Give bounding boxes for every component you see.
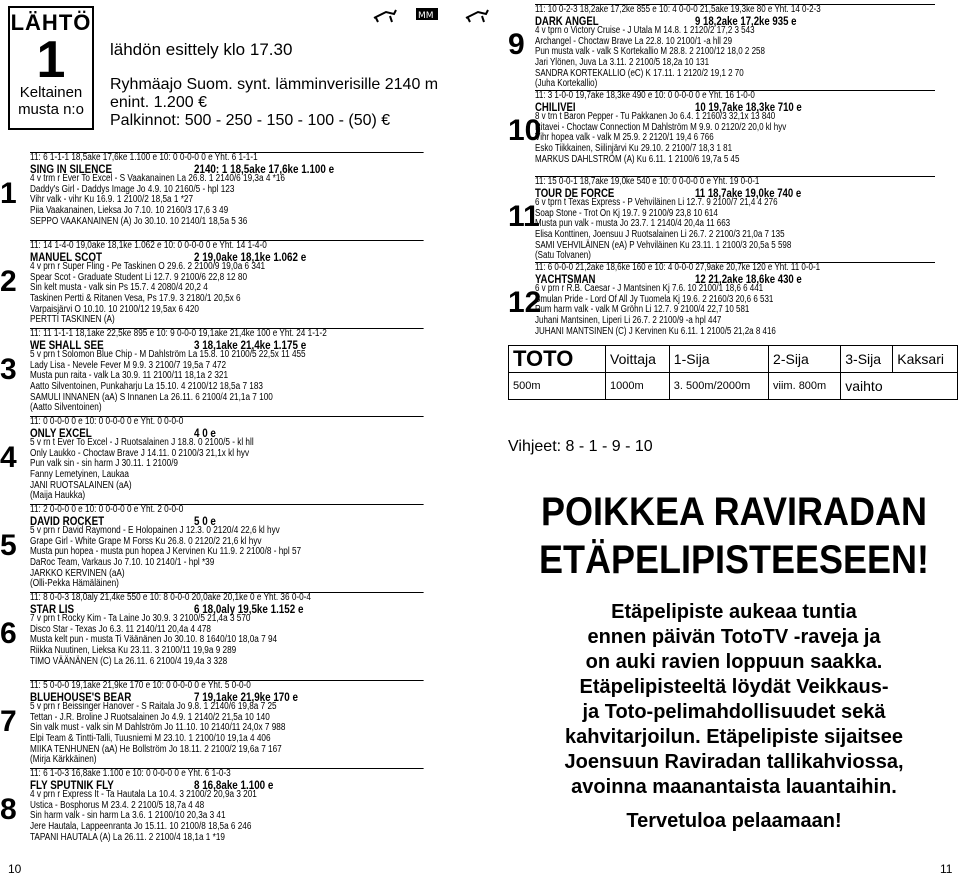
horse-summary: 8 16,8ake 1.100 e xyxy=(194,777,274,792)
ad-title-line: POIKKEA RAVIRADAN xyxy=(540,490,928,534)
horse-line: 8 v trn t Baron Pepper - Tu Pakkanen Jo 6.4. 1 2160/3 32,1x 13 840 xyxy=(535,111,776,123)
horse-line: Musta pun valk - musta Jo 23.7. 1 2140/4 20,4a 11 663 xyxy=(535,218,731,230)
horse-stats: 11: 6 0-0-0 21,2ake 18,6ke 160 e 10: 4 0-0-0 27,9ake 20,7ke 120 e Yht. 11 0-0-1 xyxy=(535,262,935,274)
ad-body-line: Etäpelipisteeltä löydät Veikkaus- xyxy=(579,676,889,698)
toto-label: TOTO xyxy=(509,346,606,373)
toto-cell: viim. 800m xyxy=(769,373,841,400)
horse-line: Tettan - J.R. Broline J Ruotsalainen Jo 4.9. 1 2140/2 21,5a 10 140 xyxy=(30,711,270,723)
horse-line: Taskinen Pertti & Ritanen Vesa, Ps 17.9. 3 2180/1 20,5x 6 xyxy=(30,292,241,304)
ad-body-line: Joensuun Raviradan tallikahviossa, xyxy=(564,751,904,773)
horse-line: (Mirja Kärkkäinen) xyxy=(30,754,97,766)
horse-line: Musta pun raita - valk La 30.9. 11 2100/11 18,1a 2 321 xyxy=(30,370,229,382)
horse-number: 8 xyxy=(0,792,17,826)
horse-number: 3 xyxy=(0,352,17,386)
horse-details xyxy=(30,504,424,590)
horse-line: Aatto Silventoinen, Punkaharju La 15.10. 4 2100/12 18,5a 7 183 xyxy=(30,380,263,392)
race-info xyxy=(110,76,438,130)
horse-stats: 11: 2 0-0-0 0 e 10: 0 0-0-0 0 e Yht. 2 0-0-0 xyxy=(30,504,424,516)
toto-cell: 1000m xyxy=(606,373,670,400)
horse-name: FLY SPUTNIK FLY xyxy=(30,777,114,792)
ad-body-line: on auki ravien loppuun saakka. xyxy=(585,651,883,673)
horse-line: Pun musta valk - valk S Kortekallio M 28.8. 2 2100/12 18,0 2 258 xyxy=(535,46,765,58)
horse-summary: 5 0 e xyxy=(194,513,216,528)
horse-details xyxy=(30,240,424,326)
horse-line: TIMO VÄÄNÄNEN (C) La 26.11. 6 2100/4 19,4a 3 328 xyxy=(30,655,228,667)
horse-stats: 11: 5 0-0-0 19,1ake 21,9ke 170 e 10: 0 0-0-0 0 e Yht. 5 0-0-0 xyxy=(30,680,424,692)
horse-line: MIIKA TENHUNEN (aA) He Bollström Jo 18.11. 2 2100/2 19,6a 7 167 xyxy=(30,743,282,755)
horse-stats: 11: 11 1-1-1 18,1ake 22,5ke 895 e 10: 9 0-0-0 19,1ake 21,4ke 100 e Yht. 24 1-1-2 xyxy=(30,328,424,340)
horse-summary: 7 19,1ake 21,9ke 170 e xyxy=(194,689,298,704)
ad-body-line: Etäpelipiste aukeaa tuntia xyxy=(611,601,857,623)
horse-number: 11 xyxy=(508,200,540,234)
horse-line: Ritavei - Choctaw Connection M Dahlström M 9.9. 0 2120/2 20,0 kl hyv xyxy=(535,121,787,133)
horse-summary: 3 18,1ake 21,4ke 1.175 e xyxy=(194,337,307,352)
page-number-left: 10 xyxy=(8,862,22,876)
horse-details xyxy=(535,4,935,90)
page-title: lähdön esittely klo 17.30 xyxy=(110,40,293,59)
horse-line: Archangel - Choctaw Brave La 22.8. 10 2100/1 -a hll 29 xyxy=(535,35,733,47)
horse-name: BLUEHOUSE'S BEAR xyxy=(30,689,132,704)
toto-col: Voittaja xyxy=(606,346,670,373)
horse-line: (Satu Tolvanen) xyxy=(535,250,591,262)
horse-line: Vihr hopea valk - valk M 25.9. 2 2120/1 19,4 6 766 xyxy=(535,132,714,144)
horse-stats: 11: 15 0-0-1 18,7ake 19,0ke 540 e 10: 0 0-0-0 0 e Yht. 19 0-0-1 xyxy=(535,176,935,188)
horse-number: 4 xyxy=(0,440,17,474)
horse-number: 6 xyxy=(0,616,17,650)
horse-line: JARKKO KERVINEN (aA) xyxy=(30,567,125,579)
horse-line: Sin harm valk - sin harm La 3.6. 1 2100/10 20,3a 3 41 xyxy=(30,810,226,822)
horse-name: SING IN SILENCE xyxy=(30,161,113,176)
horse-entry xyxy=(0,592,500,680)
horse-line: Disco Star - Texas Jo 6.3. 11 2140/11 20,4a 4 478 xyxy=(30,623,211,635)
horse-number: 5 xyxy=(0,528,17,562)
horse-line: SAMULI INNANEN (aA) S Innanen La 26.11. 6 2100/4 21,1a 7 100 xyxy=(30,391,273,403)
race-info-line: Ryhmäajo Suom. synt. lämminverisille 2140 m xyxy=(110,76,439,93)
horse-line: 4 v prn r Super Fling - Pe Taskinen O 29.6. 2 2100/9 19,0a 6 341 xyxy=(30,261,266,273)
ad-body xyxy=(512,600,956,800)
horse-details xyxy=(30,152,424,227)
toto-cell: 3. 500m/2000m xyxy=(669,373,768,400)
toto-cell: 500m xyxy=(509,373,606,400)
horse-stats: 11: 6 1-0-3 16,8ake 1.100 e 10: 0 0-0-0 0 e Yht. 6 1-0-3 xyxy=(30,768,424,780)
page-number-right: 11 xyxy=(940,862,953,876)
horse-line: Varpaisjärvi O 10.10. 10 2100/12 19,5ax 6 420 xyxy=(30,303,199,315)
horse-entry xyxy=(490,262,960,348)
horse-entry xyxy=(0,416,500,504)
horse-line: (Aatto Silventoinen) xyxy=(30,402,102,414)
horse-line: 4 v trm r Ever To Excel - S Vaakanainen La 26.8. 1 2140/6 19,3a 4 *16 xyxy=(30,173,285,185)
horse-name: WE SHALL SEE xyxy=(30,337,104,352)
toto-table xyxy=(508,345,958,400)
horse-details xyxy=(535,262,935,337)
horse-line: 5 v prn r David Raymond - E Holopainen J 12.3. 0 2120/4 22,6 kl hyv xyxy=(30,525,280,537)
horse-line: Pum harm valk - valk M Gröhn Li 12.7. 9 2100/4 22,7 10 581 xyxy=(535,304,750,316)
ad-title xyxy=(534,488,934,584)
horse-details xyxy=(30,592,424,667)
horse-line: DaRoc Team, Varkaus Jo 7.10. 10 2140/1 - hpl *39 xyxy=(30,556,215,568)
horse-line: Pun valk sin - sin harm J 30.11. 1 2100/9 xyxy=(30,458,178,470)
horse-line: PERTTI TASKINEN (A) xyxy=(30,314,115,326)
horse-line: Daddy's Girl - Daddys Image Jo 4.9. 10 2160/5 - hpl 123 xyxy=(30,183,235,195)
start-label: LÄHTÖ xyxy=(10,10,92,35)
horse-line: Jere Hautala, Lappeenranta Jo 15.11. 10 2100/8 18,5a 6 246 xyxy=(30,820,252,832)
horse-line: Grape Girl - White Grape M Forss Ku 26.8. 0 2120/2 21,6 kl hyv xyxy=(30,535,262,547)
horse-summary: 9 18,2ake 17,2ke 935 e xyxy=(695,13,797,28)
horse-stats: 11: 0 0-0-0 0 e 10: 0 0-0-0 0 e Yht. 0 0-0-0 xyxy=(30,416,424,428)
ad-title-line: ETÄPELIPISTEESEEN! xyxy=(538,538,930,582)
horse-entry xyxy=(0,504,500,592)
horse-entry xyxy=(0,680,500,768)
horse-line: (Maija Haukka) xyxy=(30,490,86,502)
horse-entry xyxy=(0,152,500,240)
horse-line: Spear Scot - Graduate Student Li 12.7. 9 2100/6 22,8 12 80 xyxy=(30,271,248,283)
horse-details xyxy=(535,90,935,165)
horse-line: Sin valk must - valk sin M Dahlström Jo 11.10. 10 2140/11 24,0x 7 988 xyxy=(30,722,286,734)
horse-summary: 2140: 1 18,5ake 17,6ke 1.100 e xyxy=(194,161,335,176)
horse-line: 5 v prn r Beissinger Hanover - S Raitala Jo 9.8. 1 2140/6 19,8a 7 25 xyxy=(30,701,277,713)
horse-entry xyxy=(490,176,960,262)
horse-details xyxy=(535,176,935,262)
horse-entry xyxy=(0,240,500,328)
ad-body-line: ja Toto-pelimahdollisuudet sekä xyxy=(582,701,886,723)
horse-list-right xyxy=(490,4,960,344)
horse-name: CHILIVEI xyxy=(535,99,576,114)
horse-details xyxy=(30,328,424,414)
horse-line: Elpi Team & Tintti-Talli, Tuusniemi M 23.10. 1 2100/10 19,1a 4 406 xyxy=(30,732,271,744)
start-number: 1 xyxy=(36,31,66,89)
horse-line: Only Laukko - Choctaw Brave J 14.11. 0 2100/3 21,1x kl hyv xyxy=(30,447,250,459)
race-info-line: Palkinnot: 500 - 250 - 150 - 100 - (50) € xyxy=(110,112,391,129)
horse-summary: 4 0 e xyxy=(194,425,216,440)
horse-line: Jari Ylönen, Juva La 3.11. 2 2100/5 18,2a 10 131 xyxy=(535,56,710,68)
horse-name: DARK ANGEL xyxy=(535,13,599,28)
horse-number: 7 xyxy=(0,704,17,738)
horse-entry xyxy=(490,4,960,90)
horse-line: 4 v prn r Express It - Ta Hautala La 10.4. 3 2100/2 20,9a 3 201 xyxy=(30,789,257,801)
horse-line: 4 v tprn o Victory Cruise - J Utala M 14.8. 1 2120/2 17,2 3 543 xyxy=(535,25,755,37)
horse-number: 10 xyxy=(508,114,542,148)
horse-line: TAPANI HAUTALA (A) La 26.11. 2 2100/4 18,1a 1 *19 xyxy=(30,831,225,843)
start-number-box xyxy=(8,6,94,130)
toto-col: 3-Sija xyxy=(841,346,893,373)
horse-details xyxy=(30,416,424,502)
horse-number: 1 xyxy=(0,176,17,210)
horse-list-left xyxy=(0,152,500,852)
horse-line: (Juha Kortekallio) xyxy=(535,78,598,90)
horse-name: DAVID ROCKET xyxy=(30,513,105,528)
horse-line: Piia Vaakanainen, Lieksa Jo 7.10. 10 2160/3 17,6 3 49 xyxy=(30,204,229,216)
ad-body-line: avoinna maanantaista lauantaihin. xyxy=(571,776,897,798)
ad-footer: Tervetuloa pelaamaan! xyxy=(626,810,842,832)
horse-number: 12 xyxy=(508,286,542,320)
horse-line: Esko Tiikkainen, Siilinjärvi Ku 29.10. 2 2100/7 18,3 1 81 xyxy=(535,142,733,154)
horse-line: Sin kelt musta - valk sin Ps 15.7. 4 2080/4 20,2 4 xyxy=(30,282,208,294)
horse-summary: 11 18,7ake 19,0ke 740 e xyxy=(695,185,802,200)
horse-details xyxy=(30,768,424,843)
start-caption: Keltainen musta n:o xyxy=(18,84,84,118)
horse-line: MARKUS DAHLSTRÖM (A) Ku 6.11. 1 2100/6 19,7a 5 45 xyxy=(535,153,740,165)
horse-line: Lady Lisa - Nevele Fever M 9.9. 3 2100/7 19,5a 7 472 xyxy=(30,359,227,371)
horse-line: Riikka Nuutinen, Lieksa Ku 23.11. 3 2100/11 19,9a 9 289 xyxy=(30,644,237,656)
horse-line: (Olli-Pekka Hämäläinen) xyxy=(30,578,119,590)
toto-col: Kaksari xyxy=(893,346,958,373)
horse-line: Ustica - Bosphorus M 23.4. 2 2100/5 18,7a 4 48 xyxy=(30,799,205,811)
svg-text:MM: MM xyxy=(418,11,434,21)
horse-name: MANUEL SCOT xyxy=(30,249,102,264)
horse-line: 6 v prn r R.B. Caesar - J Mantsinen Kj 7.6. 10 2100/1 18,6 6 441 xyxy=(535,283,764,295)
horse-stats: 11: 10 0-2-3 18,2ake 17,2ke 855 e 10: 4 0-0-0 21,5ake 19,3ke 80 e Yht. 14 0-2-3 xyxy=(535,4,935,16)
tips: Vihjeet: 8 - 1 - 9 - 10 xyxy=(508,438,653,455)
horse-summary: 6 18,0aly 19,5ke 1.152 e xyxy=(194,601,304,616)
horse-number: 9 xyxy=(508,28,525,62)
horse-line: Vihr valk - vihr Ku 16.9. 1 2100/2 18,5a 1 *27 xyxy=(30,194,194,206)
horse-line: JUHANI MANTSINEN (C) J Kervinen Ku 6.11. 1 2100/5 21,2a 8 416 xyxy=(535,325,776,337)
horse-line: Soap Stone - Trot On Kj 19.7. 9 2100/9 23,8 10 614 xyxy=(535,207,718,219)
toto-cell: vaihto xyxy=(841,373,958,400)
horse-line: Musta kelt pun - musta Ti Väänänen Jo 30.10. 8 1640/10 18,0a 7 94 xyxy=(30,634,278,646)
horse-stats: 11: 8 0-0-3 18,0aly 21,4ke 550 e 10: 8 0-0-0 20,0ake 20,1ke 0 e Yht. 36 0-0-4 xyxy=(30,592,424,604)
horse-line: Smulan Pride - Lord Of All Jy Tuomela Kj 19.6. 2 2160/3 20,6 6 531 xyxy=(535,293,774,305)
horse-summary: 12 21,2ake 18,6ke 430 e xyxy=(695,271,802,286)
horse-name: STAR LIS xyxy=(30,601,75,616)
horse-name: ONLY EXCEL xyxy=(30,425,92,440)
horse-line: 5 v prn t Solomon Blue Chip - M Dahlström La 15.8. 10 2100/5 22,5x 11 455 xyxy=(30,349,306,361)
horse-line: 7 v prn t Rocky Kim - Ta Laine Jo 30.9. 3 2100/5 21,4a 3 570 xyxy=(30,613,251,625)
ad-body-line: kahvitarjoilun. Etäpelipiste sijaitsee xyxy=(565,726,903,748)
horse-line: Juhani Mantsinen, Liperi Li 26.7. 2 2100/9 -a hpl 447 xyxy=(535,314,722,326)
horse-line: SANDRA KORTEKALLIO (eC) K 17.11. 1 2120/2 19,1 2 70 xyxy=(535,67,744,79)
horse-stats: 11: 3 1-0-0 19,7ake 18,3ke 490 e 10: 0 0-0-0 0 e Yht. 16 1-0-0 xyxy=(535,90,935,102)
horse-entry xyxy=(490,90,960,176)
horse-summary: 2 19,0ake 18,1ke 1.062 e xyxy=(194,249,307,264)
horse-line: Elisa Konttinen, Joensuu J Ruotsalainen Li 26.7. 2 2100/3 21,0a 7 135 xyxy=(535,228,785,240)
horse-summary: 10 19,7ake 18,3ke 710 e xyxy=(695,99,802,114)
horse-entry xyxy=(0,328,500,416)
horse-name: TOUR DE FORCE xyxy=(535,185,615,200)
horse-stats: 11: 14 1-4-0 19,0ake 18,1ke 1.062 e 10: 0 0-0-0 0 e Yht. 14 1-4-0 xyxy=(30,240,424,252)
horse-line: JANI RUOTSALAINEN (aA) xyxy=(30,479,132,491)
horse-line: Musta pun hopea - musta pun hopea J Kervinen Ku 11.9. 2 2100/8 - hpl 57 xyxy=(30,546,302,558)
horse-line: Fanny Lemetyinen, Laukaa xyxy=(30,468,129,480)
horse-line: SAMI VEHVILÄINEN (eA) P Vehviläinen Ku 23.11. 1 2100/3 20,5a 5 598 xyxy=(535,239,792,251)
horse-line: SEPPO VAAKANAINEN (A) Jo 30.10. 10 2140/1 18,5a 5 36 xyxy=(30,215,248,227)
toto-col: 2-Sija xyxy=(769,346,841,373)
horse-line: 5 v rn t Ever To Excel - J Ruotsalainen J 18.8. 0 2100/5 - kl hll xyxy=(30,437,254,449)
horse-stats: 11: 6 1-1-1 18,5ake 17,6ke 1.100 e 10: 0 0-0-0 0 e Yht. 6 1-1-1 xyxy=(30,152,424,164)
horse-details xyxy=(30,680,424,766)
ad-body-line: ennen päivän TotoTV -raveja ja xyxy=(587,626,881,648)
horse-line: 6 v tprn t Texas Express - P Vehviläinen Li 12.7. 9 2100/7 21,4 4 276 xyxy=(535,197,778,209)
race-icons xyxy=(366,4,496,29)
toto-col: 1-Sija xyxy=(669,346,768,373)
horse-name: YACHTSMAN xyxy=(535,271,596,286)
race-info-line: enint. 1.200 € xyxy=(110,94,207,111)
horse-number: 2 xyxy=(0,264,17,298)
horse-entry xyxy=(0,768,500,856)
